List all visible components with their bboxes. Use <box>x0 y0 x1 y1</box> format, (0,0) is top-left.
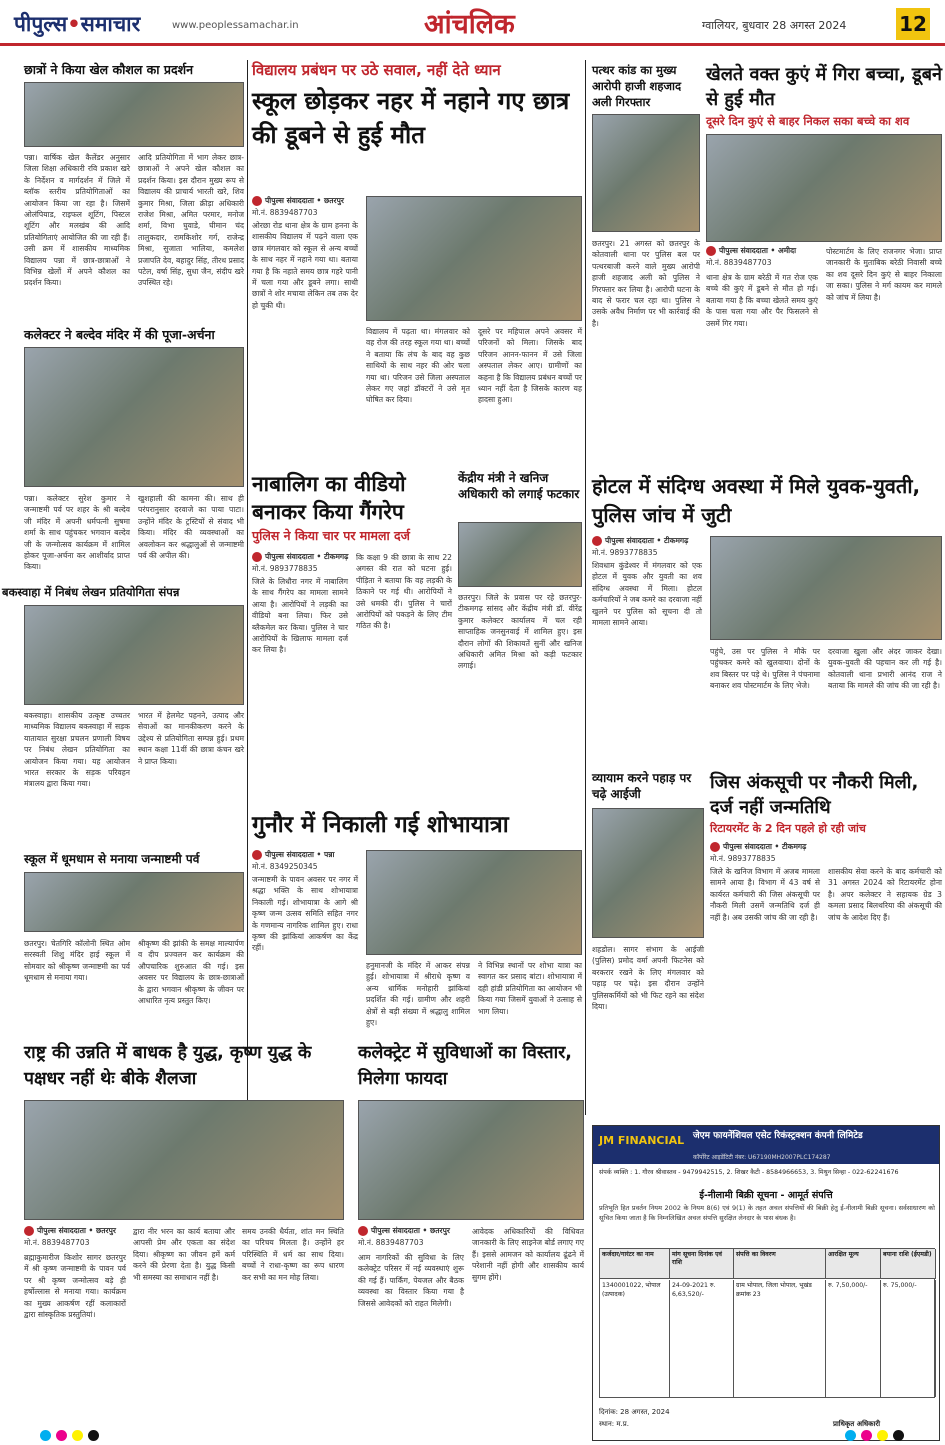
ad-place: स्थान: म.प्र. <box>599 1420 629 1428</box>
article-photo <box>592 808 704 938</box>
article-body: जन्माष्टमी के पावन अवसर पर नगर में श्रद्धा भक्ति के साथ शोभायात्रा निकाली गई। शोभायात्रा के आगे श्री कृष्ण जन्म उत्सव समिति सहित नगर के गणमान्य नागरिक शामिल हुए। राधा कृष्ण की झांकियां आकर्षण का केंद्र रहीं। <box>252 875 358 953</box>
article-body-2: द्वारा नीर भरन का कार्य बताया और आपसी प्रेम और एकता का संदेश दिया। श्रीकृष्ण का जीवन हमें कर्म करने की प्रेरणा देता है। युद्ध किसी भी समस्या का समाधान नहीं है। <box>133 1227 235 1282</box>
subheadline: रिटायरमेंट के 2 दिन पहले हो रही जांच <box>710 822 866 835</box>
article-janmashtami-school <box>24 852 244 1012</box>
article-body: बकस्वाहा। शासकीय उत्कृष्ट उच्चतर माध्यमिक विद्यालय बकस्वाहा में सड़क यातायात सुरक्षा प्रचलन प्रणाली विषय पर निबंध लेखन प्रतियोगिता का आयोजन किया गया। यह आयोजन भारत सरकार के सड़क परिवहन मंत्रालय द्वारा किया गया। <box>24 711 130 789</box>
article-child-well <box>706 62 942 467</box>
article-stone-pelting-arrest <box>592 62 700 467</box>
headline: कलेक्टर ने बल्देव मंदिर में की पूजा-अर्चना <box>24 327 215 342</box>
kicker: विद्यालय प्रबंधन पर उठे सवाल, नहीं देते ध्यान <box>252 61 501 79</box>
print-marks <box>0 1426 945 1445</box>
article-body-2: कि कक्षा 9 की छात्रा के साथ 22 अगस्त की रात को घटना हुई। पीड़िता ने बताया कि वह लड़की के ठिकाने पर गई थी। आरोपियों ने उसे धमकी दी। पुलिस ने चारों आरोपियों को पकड़ने के लिए टीम गठित की है। <box>356 553 452 631</box>
article-body: ओरछा रोड थाना क्षेत्र के ग्राम हनना के शासकीय विद्यालय में पढ़ने वाला एक छात्र मंगलवार को स्कूल से अन्य बच्चों के साथ नहर में नहाने गया था। बताया गया है कि नहाते समय छात्र गहरे पानी में चला गया और डूबने लगा। साथी छात्रों ने शोर मचाया लेकिन तब तक देर हो चुकी थी। <box>252 221 358 310</box>
reporter-icon <box>710 842 720 852</box>
article-body: छतरपुर। 21 अगस्त को छतरपुर के कोतवाली थाना पर पुलिस बल पर पत्थरबाजी करने वाले मुख्य आरोपी हाजी शहजाद अली को पुलिस ने गिरफ्तार कर लिया है। आरोपी घटना के बाद से फरार चल रहा था। पुलिस ने उसके अवैध निर्माण पर भी कार्रवाई की है। <box>592 239 700 328</box>
cin: कॉर्पोरेट आइडेंटिटी नंबर: U67190MH2007PLC174287 <box>693 1154 831 1161</box>
mobile-number: मो.नं. 8839487703 <box>706 258 772 267</box>
article-essay-competition <box>2 585 244 845</box>
mobile-number: मो.नं. 9893778835 <box>592 548 658 557</box>
article-body-3: ने विभिन्न स्थानों पर शोभा यात्रा का स्वागत कर प्रसाद बांटा। शोभायात्रा में दही हांडी प्रतियोगिता का आयोजन भी किया गया जिसमें युवाओं ने उत्साह से भाग लिया। <box>478 961 582 1016</box>
byline: पीपुल्स संवाददाता • छतरपुर <box>24 1226 116 1236</box>
article-body: थाना क्षेत्र के ग्राम बरेठी में गत रोज एक बच्चे की कुएं में डूबने से मौत हो गई। बताया गया है कि बच्चा खेलते समय कुएं के पास चला गया और पैर फिसलने से उसमें गिर गया। <box>706 273 818 328</box>
article-minister-scolds <box>458 470 582 805</box>
headline: बकस्वाहा में निबंध लेखन प्रतियोगिता संपन्न <box>2 585 180 599</box>
table-header-cell: आरक्षित मूल्य <box>826 1249 881 1279</box>
byline: पीपुल्स संवाददाता • टीकमगढ़ <box>252 552 348 562</box>
article-hotel-couple <box>592 472 942 762</box>
article-body: आम नागरिकों की सुविधा के लिए कलेक्ट्रेट परिसर में नई व्यवस्थाएं शुरू की गई हैं। पार्किंग, पेयजल और बैठक व्यवस्था का विस्तार किया गया है जिससे आवेदकों को राहत मिलेगी। <box>358 1253 464 1308</box>
company-logo: JM FINANCIAL <box>599 1134 685 1147</box>
article-photo <box>24 82 244 147</box>
headline: केंद्रीय मंत्री ने खनिज अधिकारी को लगाई फटकार <box>458 471 580 501</box>
article-body-2: श्रीकृष्ण की झांकी के समक्ष माल्यार्पण व दीप प्रज्वलन कर कार्यक्रम की औपचारिक शुरुआत की गई। इस अवसर पर विद्यालय के छात्र-छात्राओं के द्वारा भगवान श्रीकृष्ण के जीवन पर आधारित नृत्य प्रस्तुत किए। <box>138 939 244 1006</box>
table-cell: ग्राम भोपाल, जिला भोपाल, भूखंड क्रमांक 23 <box>734 1280 826 1397</box>
article-body-2: पहुंचे, उस पर पुलिस ने मौके पर पहुंचकर कमरे को खुलवाया। दोनों के शव बिस्तर पर पड़े थे। पुलिस ने पंचनामा बनाकर शव पोस्टमार्टम के लिए भेजे। <box>710 647 820 691</box>
article-body: जिले के लिधौरा नगर में नाबालिग के साथ गैंगरेप का मामला सामने आया है। आरोपियों ने लड़की का वीडियो बना लिया। फिर उसे ब्लैकमेल कर किया। पुलिस ने चार आरोपियों के खिलाफ मामला दर्ज कर लिया है। <box>252 577 348 655</box>
reporter-icon <box>592 536 602 546</box>
reporter-icon <box>706 246 716 256</box>
article-body-3: दूसरे पर महिपाल अपने अवसर में परिजनों को मिला। जिसके बाद परिजन आनन-फानन में उसे जिला अस्पताल लेकर आए। ग्रामीणों का कहना है कि विद्यालय प्रबंधन बच्चों पर ध्यान नहीं देता है जिसके कारण यह हादसा हुआ। <box>478 327 582 405</box>
mobile-number: मो.नं. 8349250345 <box>252 862 318 871</box>
contact-persons: संपर्क व्यक्ति : 1. गौरव श्रीवास्तव - 9479942515, 2. शिखर कैटी - 8584966653, 3. मिथुन सिन्हा - 022-62241676 <box>599 1169 899 1176</box>
table-header-cell: कर्जदार/गारंटर का नाम <box>600 1249 670 1279</box>
table-cell: रु. 75,000/- <box>881 1280 936 1397</box>
mobile-number: मो.नं. 9893778835 <box>710 854 776 863</box>
dateline: ग्वालियर, बुधवार 28 अगस्त 2024 <box>702 19 847 32</box>
ad-date: दिनांक: 28 अगस्त, 2024 <box>599 1408 670 1416</box>
article-photo <box>592 114 700 232</box>
article-body-2: भारत में हेलमेट पहनने, उत्पाद और सेवाओं का मानकीकरण करने के उद्देश्य से प्रतियोगिता सम्पन्न हुई। प्रथम स्थान कक्षा 11वीं की छात्रा कंचन खरे ने प्राप्त किया। <box>138 711 244 766</box>
article-body-3: दरवाजा खुला और अंदर जाकर देखा। युवक-युवती की पहचान कर ली गई है। कोतवाली थाना प्रभारी आनंद राज ने बताया कि मामले की जांच की जा रही है। <box>828 647 942 691</box>
headline: पत्थर कांड का मुख्य आरोपी हाजी शहजाद अली गिरफ्तार <box>592 63 682 109</box>
article-body: छतरपुर। जिले के प्रवास पर रहे छतरपुर-टीकमगढ़ सांसद और केंद्रीय मंत्री डॉ. वीरेंद्र कुमार कलेक्टर कार्यालय में चल रही साप्ताहिक जनसुनवाई में शामिल हुए। इस दौरान लोगों की शिकायतें सुनीं और खनिज अधिकारी अमित मिश्रा को कड़ी फटकार लगाई। <box>458 593 582 671</box>
article-sports <box>24 62 244 288</box>
byline: पीपुल्स संवाददाता • छतरपुर <box>252 196 362 206</box>
article-photo <box>24 872 244 932</box>
article-photo <box>24 1100 344 1220</box>
headline: गुनौर में निकाली गई शोभायात्रा <box>252 812 509 838</box>
headline: व्यायाम करने पहाड़ पर चढ़े आईजी <box>592 771 692 801</box>
reporter-icon <box>252 552 262 562</box>
article-photo <box>24 605 244 705</box>
headline: स्कूल में धूमधाम से मनाया जन्माष्टमी पर्व <box>24 852 200 866</box>
table-header-cell: संपत्ति का विवरण <box>734 1249 826 1279</box>
article-body-2: पोस्टमार्टम के लिए राजनगर भेजा। प्राप्त जानकारी के मुताबिक बरेठी निवासी बच्चे का शव दूसरे दिन कुएं से बाहर निकाला जा सका। पुलिस ने मर्ग कायम कर मामले को जांच में लिया है। <box>826 247 942 302</box>
article-body: छतरपुर। चेतगिरि कॉलोनी स्थित ओम सरस्वती शिशु मंदिर हाई स्कूल में सोमवार को श्रीकृष्ण जन्माष्टमी का पर्व धूमधाम से मनाया गया। <box>24 939 130 983</box>
article-ig-exercise <box>592 770 704 1115</box>
auction-notice-ad <box>592 1125 940 1441</box>
masthead-logo[interactable]: पीपुल्स•समाचार <box>14 12 141 36</box>
authorised-officer: प्राधिकृत अधिकारी <box>833 1420 881 1428</box>
headline: खेलते वक्त कुएं में गिरा बच्चा, डूबने से हुई मौत <box>706 64 942 110</box>
company-heading: जेएम फायनेंशियल एसेट रिकंस्ट्रक्शन कंपनी लिमिटेड <box>693 1131 863 1141</box>
article-photo <box>358 1100 584 1220</box>
section-title: आंचलिक <box>424 9 515 40</box>
table-cell: 24-09-2021 रु. 6,63,520/- <box>670 1280 734 1397</box>
article-body: ब्रह्माकुमारीज किशोर सागर छतरपुर में श्री कृष्ण जन्माष्टमी के पावन पर्व पर श्री कृष्ण जन्मोत्सव बड़े ही हर्षोल्लास से मनाया गया। कार्यक्रम का मुख्य आकर्षण रहीं कलाकारों द्वारा सांस्कृतिक प्रस्तुतियां। <box>24 1253 126 1320</box>
article-body-3: समय उनकी धैर्यता, शांत मन स्थिति का परिचय मिलता है। उन्होंने हर परिस्थिति में धर्म का साथ दिया। बच्चों ने राधा-कृष्ण का रूप धारण कर सभी का मन मोह लिया। <box>242 1227 344 1282</box>
headline: होटल में संदिग्ध अवस्था में मिले युवक-युवती, पुलिस जांच में जुटी <box>592 474 921 527</box>
mobile-number: मो.नं. 9893778835 <box>252 564 318 573</box>
table-header-cell: मांग सूचना दिनांक एवं राशि <box>670 1249 734 1279</box>
headline: नाबालिग का वीडियो बनाकर किया गैंगरेप <box>252 472 406 524</box>
page-header <box>0 0 945 46</box>
article-body-2: खुशहाली की कामना की। साथ ही परंपरानुसार दरवाजे का पाया पाटा। उन्होंने मंदिर के ट्रस्टियों से संवाद भी किया। मंदिर की व्यवस्थाओं का अवलोकन कर श्रद्धालुओं से जन्माष्टमी पर्व की अपील की। <box>138 494 244 561</box>
mobile-number: मो.नं. 8839487703 <box>358 1238 424 1247</box>
byline: पीपुल्स संवाददाता • टीकमगढ़ <box>710 842 806 852</box>
article-photo <box>366 850 582 955</box>
article-body-2: आदि प्रतियोगिता में भाग लेकर छात्र-छात्राओं ने अपने खेल कौशल का प्रदर्शन किया। इस दौरान मुख्य रूप से विद्यालय की प्राचार्य भारती खरे, शिव कुमार मिश्रा, जिला क्रीड़ा अधिकारी राजेश मिश्रा, अमित परमार, मनोज शर्मा, विभा घुवाडे, घीमान चंद तालुकदार, रामकिशोर गर्ग, राजेन्द्र मिश्रा, सुजाता भालिया, कमलेश प्रजापति देव, बहादुर सिंह, तीरथ प्रसाद पटेल, वर्षा सिंह, सुधा जैन, संदीप खरे उपस्थित रहे। <box>138 153 244 288</box>
reporter-icon <box>358 1226 368 1236</box>
article-photo <box>458 522 582 587</box>
article-body: जिले के खनिज विभाग में अजब मामला सामने आया है। विभाग में 43 वर्ष से कार्यरत कर्मचारी की जिस अंकसूची पर नौकरी मिली उसमें जन्मतिथि दर्ज ही नहीं है। अब उसकी जांच की जा रही है। <box>710 867 820 922</box>
article-bk-shailja <box>24 1040 344 1440</box>
article-body-2: विद्यालय में पढ़ता था। मंगलवार को वह रोज की तरह स्कूल गया था। बच्चों ने बताया कि लंच के बाद वह कुछ साथियों के साथ नहर की ओर चला गया था। परिजन उसे जिला अस्पताल लेकर गए जहां डॉक्टरों ने उसे मृत घोषित कर दिया। <box>366 327 470 405</box>
article-body-2: हनुमानजी के मंदिर में आकर संपन्न हुई। शोभायात्रा में श्रीराधे कृष्ण व अन्य धार्मिक मनोहारी झांकियां प्रदर्शित की गई। ग्रामीण और शहरी क्षेत्रों से बड़ी संख्या में श्रद्धालु शामिल हुए। <box>366 961 470 1028</box>
article-photo <box>366 196 582 321</box>
subheadline: दूसरे दिन कुएं से बाहर निकल सका बच्चे का शव <box>706 114 910 128</box>
article-marksheet <box>710 770 942 1120</box>
article-body: शिवधाम कुंडेश्वर में मंगलवार को एक होटल में युवक और युवती का शव संदिग्ध अवस्था में मिला। होटल कर्मचारियों ने जब कमरे का दरवाजा नहीं खुलने पर पुलिस को सूचना दी तो मामला सामने आया। <box>592 561 702 628</box>
headline: जिस अंकसूची पर नौकरी मिली, दर्ज नहीं जन्मतिथि <box>710 772 919 818</box>
mobile-number: मो.नं. 8839487703 <box>24 1238 90 1247</box>
article-body-2: शासकीय सेवा करने के बाद कर्मचारी को 31 अगस्त 2024 को रिटायरमेंट होना है। अपर कलेक्टर ने सहायक ग्रेड 3 कमला प्रसाद बिलथरिया की अंकसूची की जांच के आदेश दिए हैं। <box>828 867 942 922</box>
byline: पीपुल्स संवाददाता • अमीदा <box>706 246 796 256</box>
website-link[interactable]: www.peoplessamachar.in <box>172 20 299 31</box>
headline: राष्ट्र की उन्नति में बाधक है युद्ध, कृष्ण युद्ध के पक्षधर नहीं थेः बीके शैलजा <box>24 1043 312 1089</box>
article-collector-puja <box>24 327 244 585</box>
article-photo <box>706 134 942 242</box>
article-body: शहडोल। सागर संभाग के आईजी (पुलिस) प्रमोद वर्मा अपनी फिटनेस को बरकरार रखने के लिए मंगलवार को पहाड़ पर चढ़े। इस दौरान उन्होंने पुलिसकर्मियों को भी फिट रहने का संदेश दिया। <box>592 945 704 1012</box>
headline: स्कूल छोड़कर नहर में नहाने गए छात्र की डूबने से हुई मौत <box>252 87 570 149</box>
mobile-number: मो.नं. 8839487703 <box>252 208 318 217</box>
byline: पीपुल्स संवाददाता • टीकमगढ़ <box>592 536 688 546</box>
notice-title: ई-नीलामी बिक्री सूचना - आमूर्त संपत्ति <box>699 1190 833 1201</box>
table-header-cell: बयाना राशि (ईएमडी) <box>881 1249 936 1279</box>
article-gunaur-procession <box>252 810 582 1035</box>
reporter-icon <box>252 850 262 860</box>
article-photo <box>24 347 244 487</box>
headline: कलेक्ट्रेट में सुविधाओं का विस्तार, मिलेगा फायदा <box>358 1043 572 1089</box>
article-body: पन्ना। वार्षिक खेल कैलेंडर अनुसार जिला शिक्षा अधिकारी रवि प्रकाश खरे के निर्देशन व मार्गदर्शन में जिले में ब्लॉक स्तरीय प्रतियोगिताओं का आयोजन किया जा रहा है। जिसमें ओलंपियाड, राइफल शूटिंग, पिस्टल शूटिंग और मलखंब की आदि प्रतियोगिताएं आयोजित की जा रही हैं। उसी क्रम में शासकीय माध्यमिक विद्यालय पन्ना में छात्र-छात्राओं ने विभिन्न खेलों में अपने कौशल का प्रदर्शन किया। <box>24 153 130 288</box>
byline: पीपुल्स संवाददाता • पन्ना <box>252 850 334 860</box>
reporter-icon <box>252 196 262 206</box>
article-body: पन्ना। कलेक्टर सुरेश कुमार ने जन्माष्टमी पर्व पर शहर के श्री बल्देव जी मंदिर में अपनी धर्मपत्नी सुषमा शर्मा के साथ पहुंचकर भगवान बल्देव जी के जन्मोत्सव कार्यक्रम में शामिल होकर पूजा-अर्चना कर आशीर्वाद प्राप्त किया। <box>24 494 130 572</box>
notice-body: प्रतिभूति हित प्रवर्तन नियम 2002 के नियम 8(6) एवं 9(1) के तहत अचल संपत्तियों की बिक्री हेतु ई-नीलामी बिक्री सूचना। सर्वसाधारण को सूचित किया जाता है कि निम्नलिखित अचल संपत्ति सुरक्षित लेनदार के पास बंधक है। <box>599 1204 935 1222</box>
article-gangrape <box>252 470 452 805</box>
article-student-drowned <box>252 60 582 465</box>
article-body-2: आवेदक अधिकारियों की विधिवत जानकारी के लिए साइनेज बोर्ड लगाए गए हैं। इससे आमजन को कार्यालय ढूंढने में परेशानी नहीं होगी और शासकीय कार्य सुगम होंगे। <box>472 1227 584 1282</box>
reporter-icon <box>24 1226 34 1236</box>
article-photo <box>710 536 942 640</box>
article-collectorate <box>358 1040 584 1440</box>
auction-table <box>599 1248 935 1398</box>
table-cell: रु. 7,50,000/- <box>826 1280 881 1397</box>
subheadline: पुलिस ने किया चार पर मामला दर्ज <box>252 528 410 543</box>
headline: छात्रों ने किया खेल कौशल का प्रदर्शन <box>24 62 194 77</box>
byline: पीपुल्स संवाददाता • छतरपुर <box>358 1226 450 1236</box>
page-number: 12 <box>896 8 930 40</box>
table-cell: 1340001022, भोपाल (उत्पादक) <box>600 1280 670 1397</box>
